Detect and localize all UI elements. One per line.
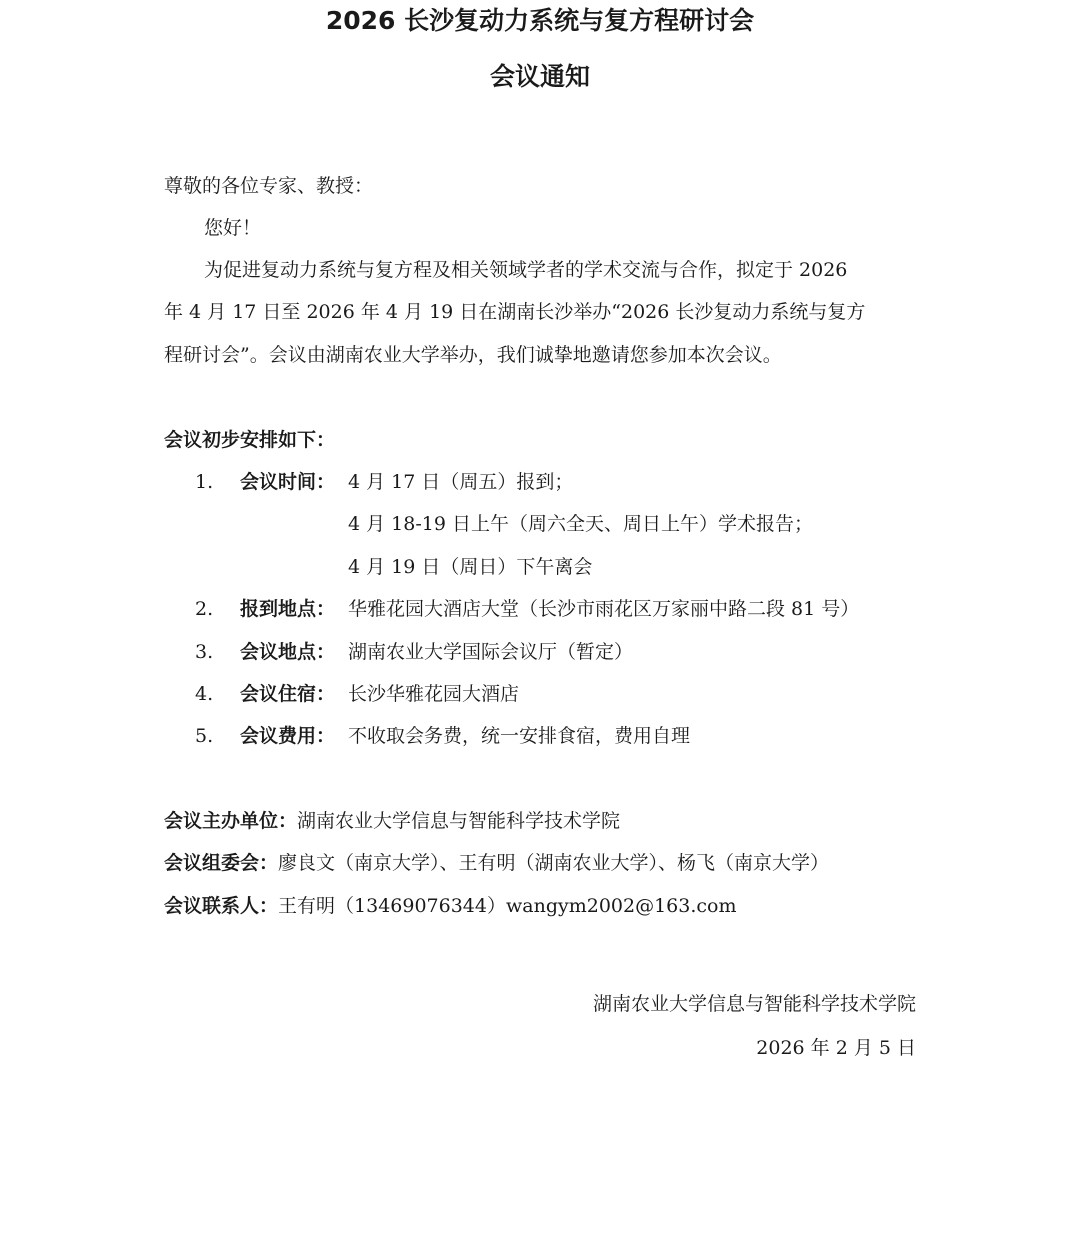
schedule-item-text: 4 月 19 日（周日）下午离会 [348, 556, 593, 578]
body-line-1: 为促进复动力系统与复方程及相关领域学者的学术交流与合作，拟定于 2026 [204, 259, 848, 281]
schedule-item-number: 4. [195, 683, 214, 705]
schedule-item-text: 湖南农业大学国际会议厅（暂定） [348, 641, 634, 663]
signature-date: 2026 年 2 月 5 日 [756, 1037, 916, 1059]
contact-row [164, 892, 736, 920]
greeting: 您好！ [204, 217, 262, 239]
schedule-item-label-checkin: 报到地点： [240, 598, 336, 620]
page-title: 2026 长沙复动力系统与复方程研讨会 [325, 6, 755, 35]
salutation: 尊敬的各位专家、教授： [164, 175, 374, 197]
contact-value: 王有明（13469076344）wangym2002@163.com [278, 895, 737, 917]
committee-value: 廖良文（南京大学）、王有明（湖南农业大学）、杨飞（南京大学） [278, 852, 830, 874]
schedule-item-text: 4 月 17 日（周五）报到； [348, 471, 574, 493]
body-line-2: 年 4 月 17 日至 2026 年 4 月 19 日在湖南长沙举办“2026 长沙复动力系统与复方 [164, 301, 866, 323]
host-label: 会议主办单位： [164, 810, 298, 832]
committee-row [164, 849, 829, 877]
signature-organization: 湖南农业大学信息与智能科学技术学院 [592, 993, 916, 1015]
page-subtitle: 会议通知 [489, 62, 590, 91]
schedule-item-text: 长沙华雅花园大酒店 [348, 683, 520, 705]
schedule-item-label-fee: 会议费用： [240, 725, 336, 747]
schedule-item-label-time: 会议时间： [240, 471, 336, 493]
schedule-item-number: 1. [195, 471, 214, 493]
schedule-item-label-lodging: 会议住宿： [240, 683, 336, 705]
host-value: 湖南农业大学信息与智能科学技术学院 [297, 810, 621, 832]
schedule-item-text: 4 月 18-19 日上午（周六全天、周日上午）学术报告； [348, 513, 813, 535]
schedule-item-number: 3. [195, 641, 214, 663]
schedule-item-label-venue: 会议地点： [240, 641, 336, 663]
schedule-item-text: 不收取会务费，统一安排食宿，费用自理 [348, 725, 691, 747]
body-line-3: 程研讨会”。会议由湖南农业大学举办，我们诚挚地邀请您参加本次会议。 [164, 344, 782, 366]
host-row [164, 807, 620, 835]
schedule-heading: 会议初步安排如下： [164, 429, 336, 451]
committee-label: 会议组委会： [164, 852, 279, 874]
schedule-item-text: 华雅花园大酒店大堂（长沙市雨花区万家丽中路二段 81 号） [348, 598, 860, 620]
contact-label: 会议联系人： [164, 895, 279, 917]
schedule-item-number: 5. [195, 725, 214, 747]
schedule-item-number: 2. [195, 598, 214, 620]
